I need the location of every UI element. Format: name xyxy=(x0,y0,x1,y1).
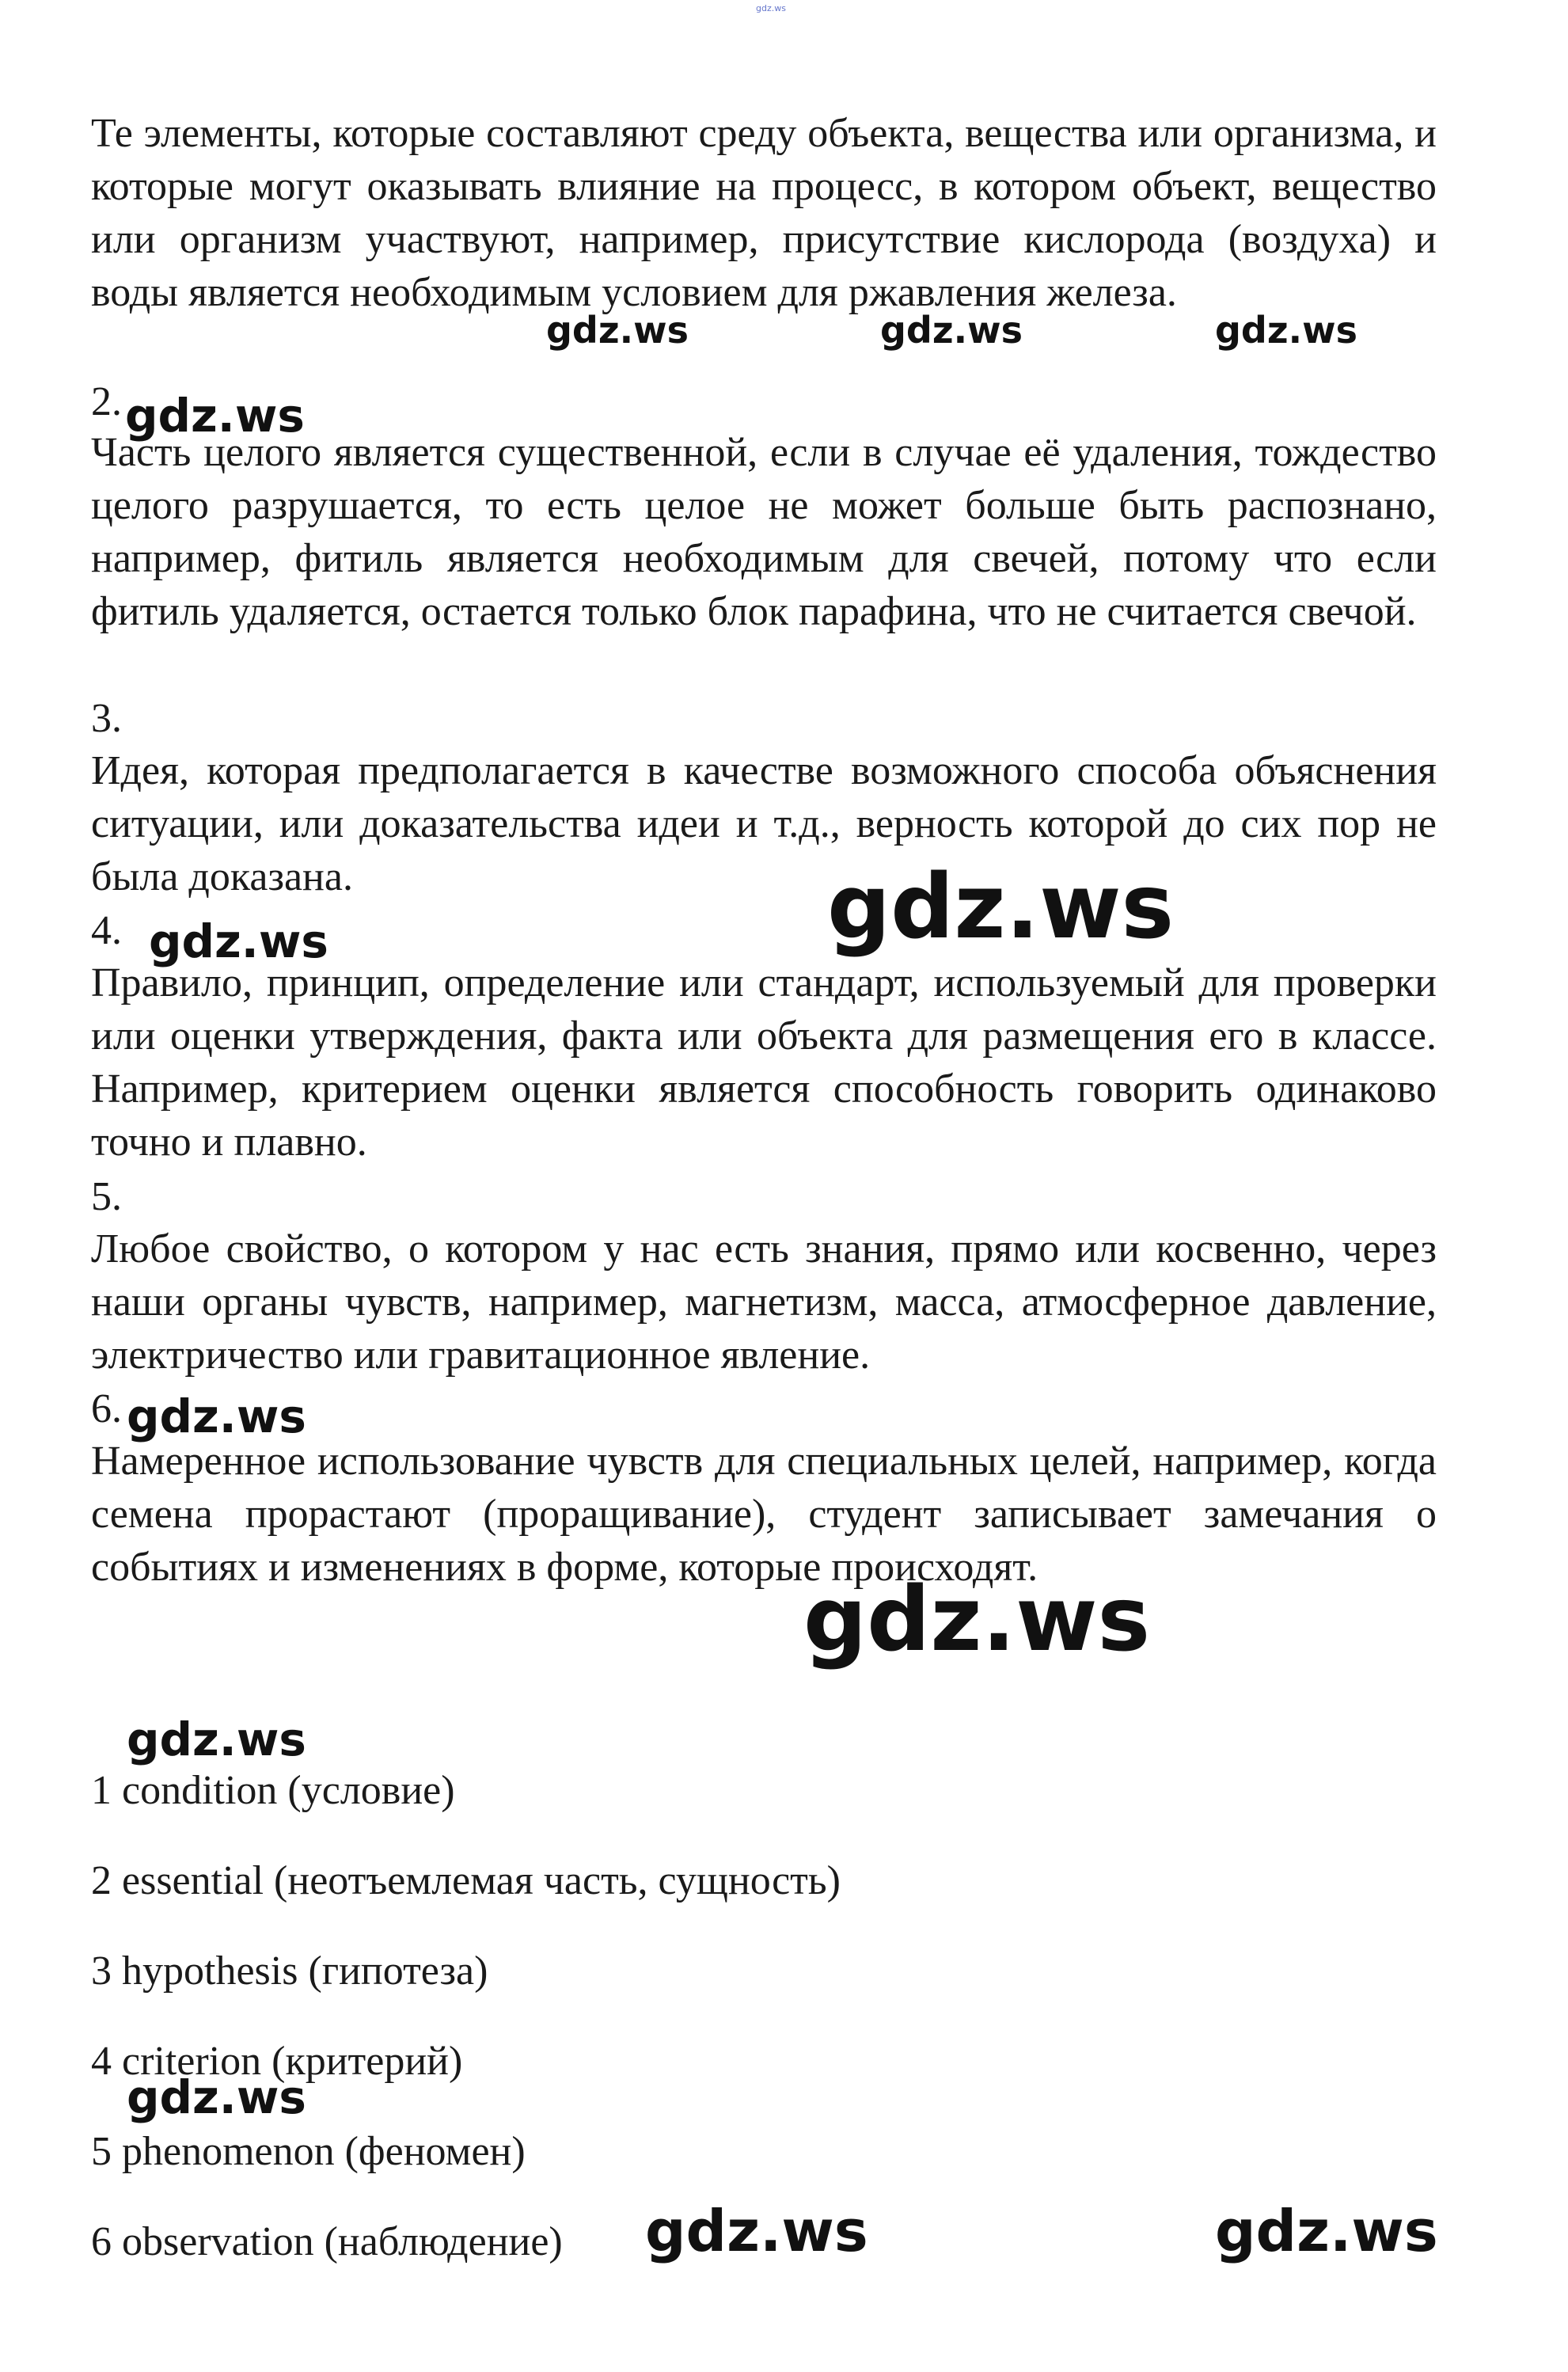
watermark: gdz.ws xyxy=(645,2198,868,2264)
paragraph-3-number: 3. xyxy=(91,696,122,741)
paragraph-3: Идея, которая предполагается в качестве возможного способа объяснения ситуации, или доказательства идеи и т.д., верность которой до сих пор не была доказана. xyxy=(91,748,1437,899)
watermark: gdz.ws xyxy=(149,914,328,968)
watermark: gdz.ws xyxy=(127,1712,306,1766)
paragraph-2-number: 2. xyxy=(91,379,122,424)
watermark: gdz.ws xyxy=(880,309,1023,352)
answer-item-1: 1 condition (условие) xyxy=(91,1768,455,1813)
paragraph-2: Часть целого является существенной, если в случае её удаления, тождество целого разрушается, то есть целое не может больше быть распознано, например, фитиль является необходимым для свечей, потому что если фитиль удаляется, остается только блок парафина, что не считается свечой. xyxy=(91,430,1437,634)
watermark-large: gdz.ws xyxy=(827,856,1175,959)
paragraph-5-number: 5. xyxy=(91,1174,122,1219)
answer-item-5: 5 phenomenon (феномен) xyxy=(91,2129,526,2174)
paragraph-1: Те элементы, которые составляют среду объекта, вещества или организма, и которые могут оказывать влияние на процесс, в котором объект, вещество или организм участвуют, например, присутствие кислорода (воздуха) и воды является необходимым условием для ржавления железа. xyxy=(91,111,1437,315)
paragraph-5: Любое свойство, о котором у нас есть знания, прямо или косвенно, через наши органы чувств, например, магнетизм, масса, атмосферное давление, электричество или гравитационное явление. xyxy=(91,1226,1437,1378)
paragraph-4-number: 4. xyxy=(91,908,122,953)
watermark: gdz.ws xyxy=(1215,2198,1438,2264)
answer-item-3: 3 hypothesis (гипотеза) xyxy=(91,1948,488,1994)
watermark: gdz.ws xyxy=(127,1389,306,1443)
paragraph-4: Правило, принцип, определение или стандарт, используемый для проверки или оценки утверждения, факта или объекта для размещения его в классе. Например, критерием оценки является способность говорить одинаково точно и плавно. xyxy=(91,960,1437,1165)
answer-item-4: 4 criterion (критерий) xyxy=(91,2039,463,2084)
paragraph-6-number: 6. xyxy=(91,1386,122,1431)
paragraph-6: Намеренное использование чувств для специальных целей, например, когда семена прорастают (проращивание), студент записывает замечания о событиях и изменениях в форме, которые происходят. xyxy=(91,1439,1437,1590)
answer-item-2: 2 essential (неотъемлемая часть, сущность) xyxy=(91,1858,841,1903)
watermark: gdz.ws xyxy=(1215,309,1357,352)
watermark: gdz.ws xyxy=(125,389,305,443)
top-watermark: gdz.ws xyxy=(756,3,786,13)
watermark: gdz.ws xyxy=(127,2070,306,2124)
watermark-large: gdz.ws xyxy=(803,1568,1151,1671)
answer-item-6: 6 observation (наблюдение) xyxy=(91,2219,563,2264)
watermark: gdz.ws xyxy=(546,309,689,352)
